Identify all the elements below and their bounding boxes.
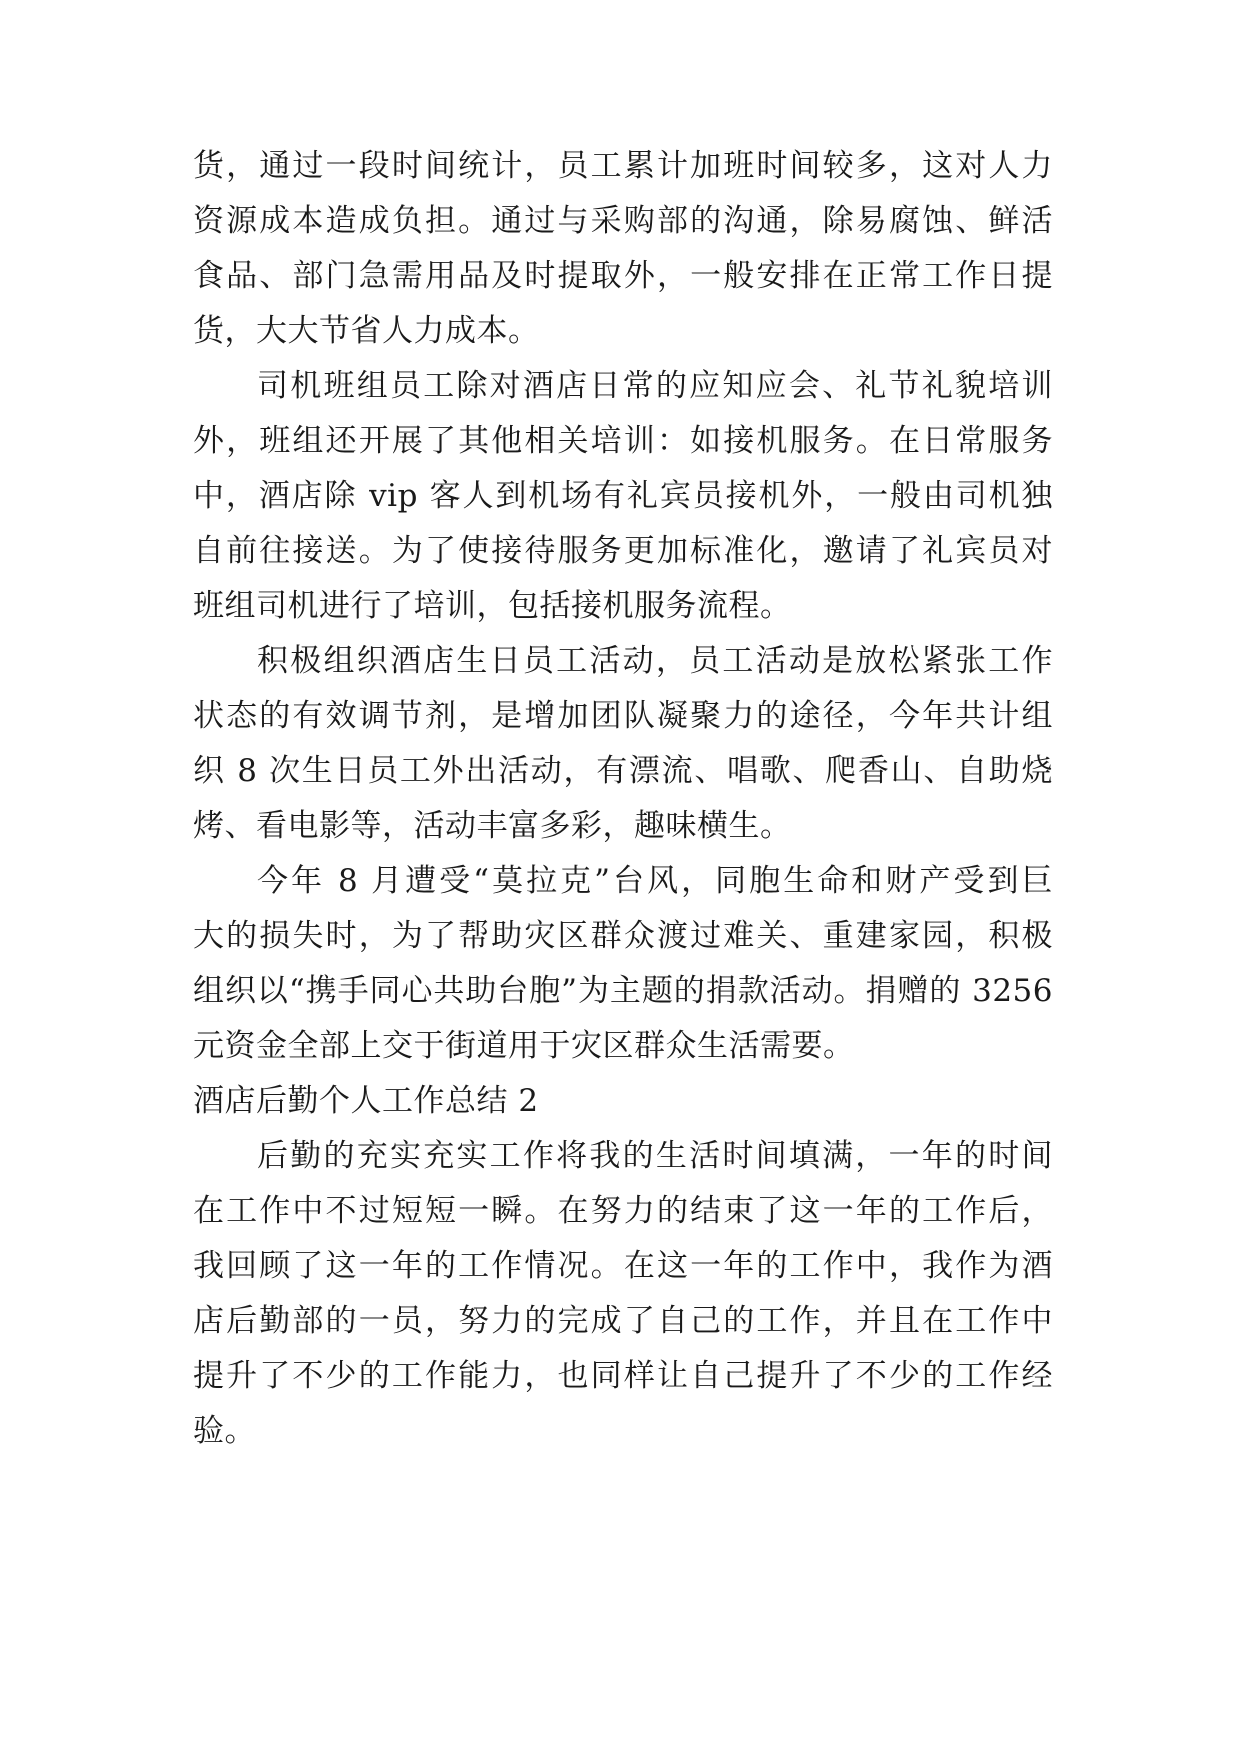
paragraph-line: 中，酒店除 vip 客人到机场有礼宾员接机外，一般由司机独	[193, 478, 1053, 514]
paragraph-line: 织 8 次生日员工外出活动，有漂流、唱歌、爬香山、自助烧	[193, 753, 1053, 789]
paragraph-first-line: 司机班组员工除对酒店日常的应知应会、礼节礼貌培训	[257, 368, 1053, 404]
paragraph-line: 验。	[193, 1413, 256, 1449]
paragraph-first-line: 后勤的充实充实工作将我的生活时间填满，一年的时间	[257, 1138, 1053, 1174]
paragraph-first-line: 今年 8 月遭受“莫拉克”台风，同胞生命和财产受到巨	[257, 863, 1053, 899]
paragraph-line: 在工作中不过短短一瞬。在努力的结束了这一年的工作后，	[193, 1193, 1053, 1229]
paragraph-line: 元资金全部上交于街道用于灾区群众生活需要。	[193, 1028, 855, 1064]
paragraph-line: 班组司机进行了培训，包括接机服务流程。	[193, 588, 792, 624]
paragraph-line: 外，班组还开展了其他相关培训：如接机服务。在日常服务	[193, 423, 1053, 459]
paragraph-line: 店后勤部的一员，努力的完成了自己的工作，并且在工作中	[193, 1303, 1053, 1339]
section-heading: 酒店后勤个人工作总结 2	[193, 1083, 539, 1119]
paragraph-line: 提升了不少的工作能力，也同样让自己提升了不少的工作经	[193, 1358, 1053, 1394]
paragraph-first-line: 积极组织酒店生日员工活动，员工活动是放松紧张工作	[257, 643, 1053, 679]
paragraph-line: 组织以“携手同心共助台胞”为主题的捐款活动。捐赠的 3256	[193, 973, 1053, 1009]
paragraph-line: 烤、看电影等，活动丰富多彩，趣味横生。	[193, 808, 792, 844]
paragraph-line: 大的损失时，为了帮助灾区群众渡过难关、重建家园，积极	[193, 918, 1053, 954]
paragraph-line: 我回顾了这一年的工作情况。在这一年的工作中，我作为酒	[193, 1248, 1053, 1284]
paragraph-line: 自前往接送。为了使接待服务更加标准化，邀请了礼宾员对	[193, 533, 1053, 569]
paragraph-line: 状态的有效调节剂，是增加团队凝聚力的途径，今年共计组	[193, 698, 1053, 734]
paragraph-line: 资源成本造成负担。通过与采购部的沟通，除易腐蚀、鲜活	[193, 203, 1053, 239]
paragraph-line: 货，通过一段时间统计，员工累计加班时间较多，这对人力	[193, 148, 1053, 184]
paragraph-line: 食品、部门急需用品及时提取外，一般安排在正常工作日提	[193, 258, 1053, 294]
paragraph-line: 货，大大节省人力成本。	[193, 313, 540, 349]
